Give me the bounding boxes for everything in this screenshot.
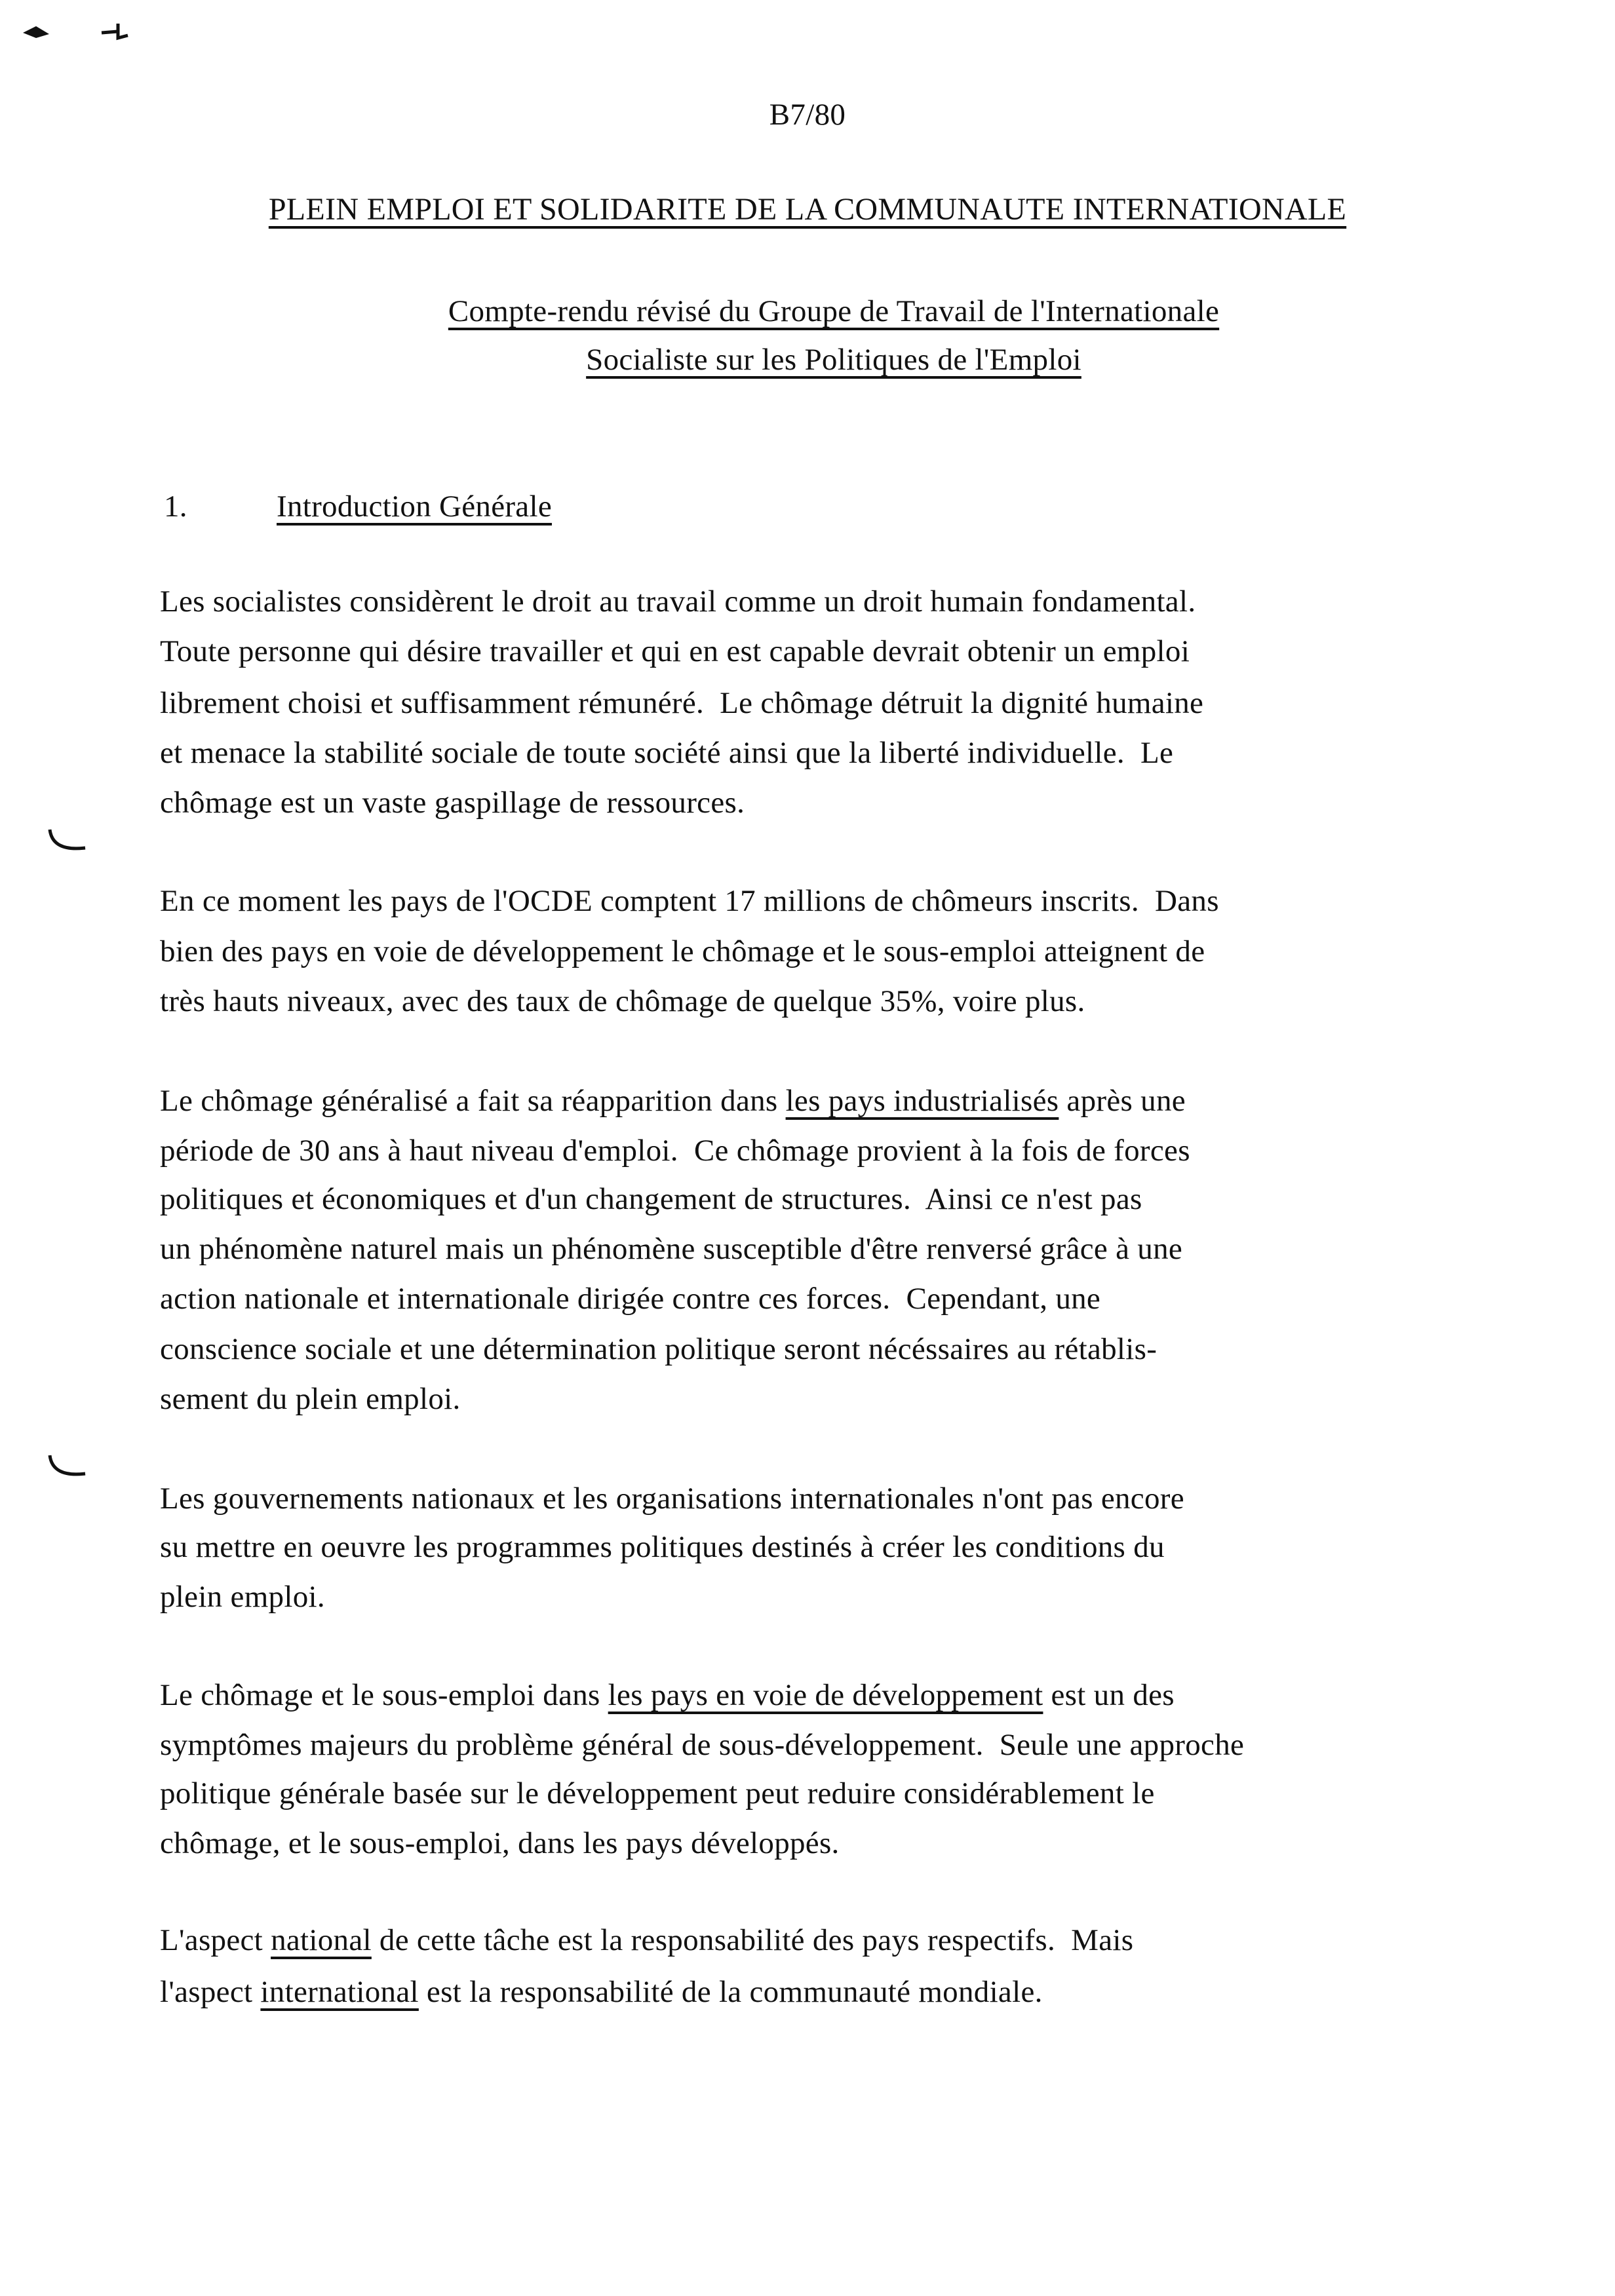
subtitle-line-1: Compte-rendu révisé du Groupe de Travail de l'Internationale bbox=[448, 294, 1220, 328]
paragraph-1-line bbox=[160, 632, 1190, 671]
paragraph-1-line bbox=[160, 582, 1196, 621]
underlined-text: national bbox=[271, 1923, 372, 1957]
title-line bbox=[0, 190, 1615, 229]
paragraph-3-line bbox=[160, 1131, 1190, 1170]
section-heading-wrap bbox=[277, 487, 552, 526]
text-segment: de cette tâche est la responsabilité des pays respectifs. Mais bbox=[371, 1923, 1134, 1957]
text-segment: l'aspect bbox=[160, 1975, 261, 2009]
underlined-text: international bbox=[260, 1975, 419, 2009]
text-segment: période de 30 ans à haut niveau d'emploi. Ce chômage provient à la fois de forces bbox=[160, 1134, 1190, 1168]
paragraph-2-line bbox=[160, 881, 1219, 921]
scan-mark-icon bbox=[20, 20, 59, 46]
subtitle-line bbox=[26, 340, 1615, 379]
paragraph-6-line bbox=[160, 1972, 1043, 2012]
paragraph-5-line bbox=[160, 1675, 1175, 1715]
paragraph-1-line bbox=[160, 783, 745, 822]
paragraph-1-line bbox=[160, 683, 1203, 723]
text-segment: Le chômage généralisé a fait sa réapparition dans bbox=[160, 1084, 786, 1118]
paragraph-2-line bbox=[160, 982, 1085, 1021]
section-heading: Introduction Générale bbox=[277, 489, 552, 524]
text-segment: et menace la stabilité sociale de toute société ainsi que la liberté individuelle. Le bbox=[160, 736, 1174, 770]
paragraph-4-line bbox=[160, 1577, 325, 1617]
paragraph-5-line bbox=[160, 1774, 1155, 1813]
text-segment: bien des pays en voie de développement le chômage et le sous-emploi atteignent de bbox=[160, 934, 1205, 968]
text-segment: symptômes majeurs du problème général de sous-développement. Seule une approche bbox=[160, 1728, 1245, 1762]
punch-hole-arc-icon bbox=[46, 1451, 92, 1484]
text-segment: très hauts niveaux, avec des taux de chômage de quelque 35%, voire plus. bbox=[160, 984, 1085, 1018]
text-segment: Les gouvernements nationaux et les organisations internationales n'ont pas encore bbox=[160, 1482, 1184, 1516]
text-segment: un phénomène naturel mais un phénomène susceptible d'être renversé grâce à une bbox=[160, 1232, 1183, 1266]
paragraph-3-line bbox=[160, 1279, 1100, 1318]
text-segment: est un des bbox=[1043, 1678, 1175, 1712]
text-segment: Les socialistes considèrent le droit au travail comme un droit humain fondamental. bbox=[160, 584, 1196, 619]
text-segment: politique générale basée sur le développement peut reduire considérablement le bbox=[160, 1776, 1155, 1810]
text-segment: après une bbox=[1059, 1084, 1186, 1118]
paragraph-3-line bbox=[160, 1081, 1186, 1120]
text-segment: politiques et économiques et d'un changement de structures. Ainsi ce n'est pas bbox=[160, 1182, 1142, 1216]
paragraph-5-line bbox=[160, 1824, 840, 1863]
document-title: PLEIN EMPLOI ET SOLIDARITE DE LA COMMUNAUTE INTERNATIONALE bbox=[268, 192, 1347, 227]
paragraph-3-line bbox=[160, 1379, 461, 1419]
paragraph-1-line bbox=[160, 733, 1173, 773]
text-segment: est la responsabilité de la communauté mondiale. bbox=[418, 1975, 1043, 2009]
text-segment: librement choisi et suffisamment rémunéré. Le chômage détruit la dignité humaine bbox=[160, 686, 1204, 720]
text-segment: L'aspect bbox=[160, 1923, 271, 1957]
text-segment: Le chômage et le sous-emploi dans bbox=[160, 1678, 608, 1712]
underlined-text: les pays en voie de développement bbox=[608, 1678, 1043, 1712]
paragraph-3-line bbox=[160, 1330, 1157, 1369]
paragraph-6-line bbox=[160, 1921, 1133, 1960]
scan-mark-icon bbox=[98, 18, 138, 45]
paragraph-3-line bbox=[160, 1229, 1182, 1269]
underlined-text: les pays industrialisés bbox=[785, 1084, 1059, 1118]
text-segment: sement du plein emploi. bbox=[160, 1382, 461, 1416]
text-segment: conscience sociale et une détermination politique seront nécéssaires au rétablis- bbox=[160, 1332, 1158, 1366]
text-segment: chômage est un vaste gaspillage de ressources. bbox=[160, 786, 745, 820]
paragraph-4-line bbox=[160, 1479, 1184, 1518]
text-segment: su mettre en oeuvre les programmes politiques destinés à créer les conditions du bbox=[160, 1530, 1165, 1564]
paragraph-3-line bbox=[160, 1179, 1142, 1219]
text-segment: chômage, et le sous-emploi, dans les pays développés. bbox=[160, 1826, 840, 1860]
subtitle-line-2: Socialiste sur les Politiques de l'Emploi bbox=[586, 343, 1081, 377]
text-segment: Toute personne qui désire travailler et qui en est capable devrait obtenir un emploi bbox=[160, 634, 1190, 668]
text-segment: En ce moment les pays de l'OCDE comptent 17 millions de chômeurs inscrits. Dans bbox=[160, 884, 1219, 918]
paragraph-2-line bbox=[160, 932, 1205, 971]
subtitle-line bbox=[26, 292, 1615, 331]
text-segment: plein emploi. bbox=[160, 1580, 325, 1614]
paragraph-5-line bbox=[160, 1725, 1244, 1765]
document-reference: B7/80 bbox=[769, 98, 846, 132]
punch-hole-arc-icon bbox=[46, 826, 92, 858]
paragraph-4-line bbox=[160, 1527, 1165, 1567]
section-number: 1. bbox=[164, 489, 187, 524]
text-segment: action nationale et internationale dirigée contre ces forces. Cependant, une bbox=[160, 1282, 1101, 1316]
